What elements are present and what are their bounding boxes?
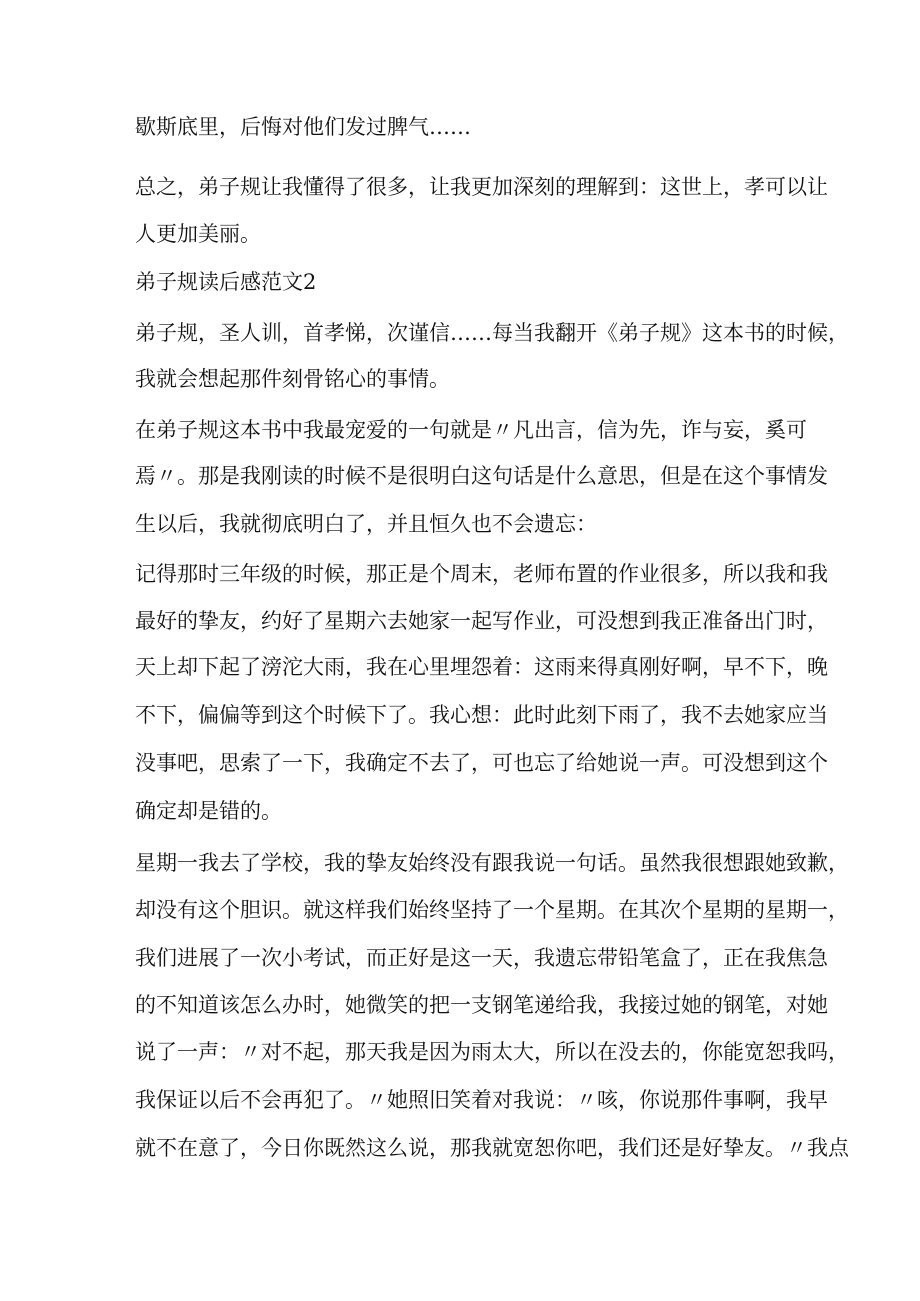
text-line-17-content: 却没有这个胆识。就这样我们始终坚持了一个星期。在其次个星期的星期一， xyxy=(135,898,849,922)
text-line-16 xyxy=(135,850,849,876)
text-line-10-content: 记得那时三年级的时候，那正是个周末，老师布置的作业很多，所以我和我 xyxy=(135,562,828,586)
text-line-6: 我就会想起那件刻骨铭心的事情。 xyxy=(135,367,450,391)
text-line-12 xyxy=(135,654,828,680)
text-line-14-content: 没事吧，思索了一下，我确定不去了，可也忘了给她说一声。可没想到这个 xyxy=(135,751,828,775)
text-line-11-content: 最好的挚友，约好了星期六去她家一起写作业，可没想到我正准备出门时， xyxy=(135,609,828,633)
text-line-14 xyxy=(135,750,828,776)
text-line-13 xyxy=(135,702,828,728)
text-line-10 xyxy=(135,561,828,587)
text-line-21 xyxy=(135,1087,828,1113)
text-line-3: 人更加美丽。 xyxy=(135,222,261,246)
section-heading: 弟子规读后感范文2 xyxy=(135,270,317,294)
text-line-7-content: 在弟子规这本书中我最宠爱的一句就是〃凡出言，信为先，诈与妄，奚可 xyxy=(135,418,807,442)
text-line-8 xyxy=(135,463,828,489)
text-line-18-content: 我们进展了一次小考试，而正好是这一天，我遗忘带铅笔盒了，正在我焦急 xyxy=(135,946,828,970)
text-line-7 xyxy=(135,417,807,443)
text-line-12-content: 天上却下起了滂沱大雨，我在心里埋怨着：这雨来得真刚好啊，早不下，晚 xyxy=(135,655,828,679)
text-line-18 xyxy=(135,945,828,971)
text-line-17 xyxy=(135,897,849,923)
text-line-16-content: 星期一我去了学校，我的挚友始终没有跟我说一句话。虽然我很想跟她致歉， xyxy=(135,851,849,875)
text-line-2 xyxy=(135,174,828,200)
text-line-20 xyxy=(135,1039,849,1065)
text-line-8-content: 焉〃。那是我刚读的时候不是很明白这句话是什么意思，但是在这个事情发 xyxy=(135,464,828,488)
text-line-11 xyxy=(135,608,828,634)
text-line-21-content: 我保证以后不会再犯了。〃她照旧笑着对我说：〃咳，你说那件事啊，我早 xyxy=(135,1088,828,1112)
text-line-5-content: 弟子规，圣人训，首孝悌，次谨信……每当我翻开《弟子规》这本书的时候， xyxy=(135,321,849,345)
text-line-15: 确定却是错的。 xyxy=(135,799,282,823)
text-line-9: 生以后，我就彻底明白了，并且恒久也不会遗忘： xyxy=(135,512,597,536)
text-line-19 xyxy=(135,992,828,1018)
text-line-5 xyxy=(135,320,849,346)
text-line-22-content: 就不在意了，今日你既然这么说，那我就宽恕你吧，我们还是好挚友。〃我点 xyxy=(135,1136,849,1160)
text-line-22 xyxy=(135,1135,849,1161)
text-line-19-content: 的不知道该怎么办时，她微笑的把一支钢笔递给我，我接过她的钢笔，对她 xyxy=(135,993,828,1017)
text-line-13-content: 不下，偏偏等到这个时候下了。我心想：此时此刻下雨了，我不去她家应当 xyxy=(135,703,828,727)
text-line-1: 歇斯底里，后悔对他们发过脾气…… xyxy=(135,115,471,139)
text-line-2-content: 总之，弟子规让我懂得了很多，让我更加深刻的理解到：这世上，孝可以让 xyxy=(135,175,828,199)
text-line-20-content: 说了一声：〃对不起，那天我是因为雨太大，所以在没去的，你能宽恕我吗， xyxy=(135,1040,849,1064)
